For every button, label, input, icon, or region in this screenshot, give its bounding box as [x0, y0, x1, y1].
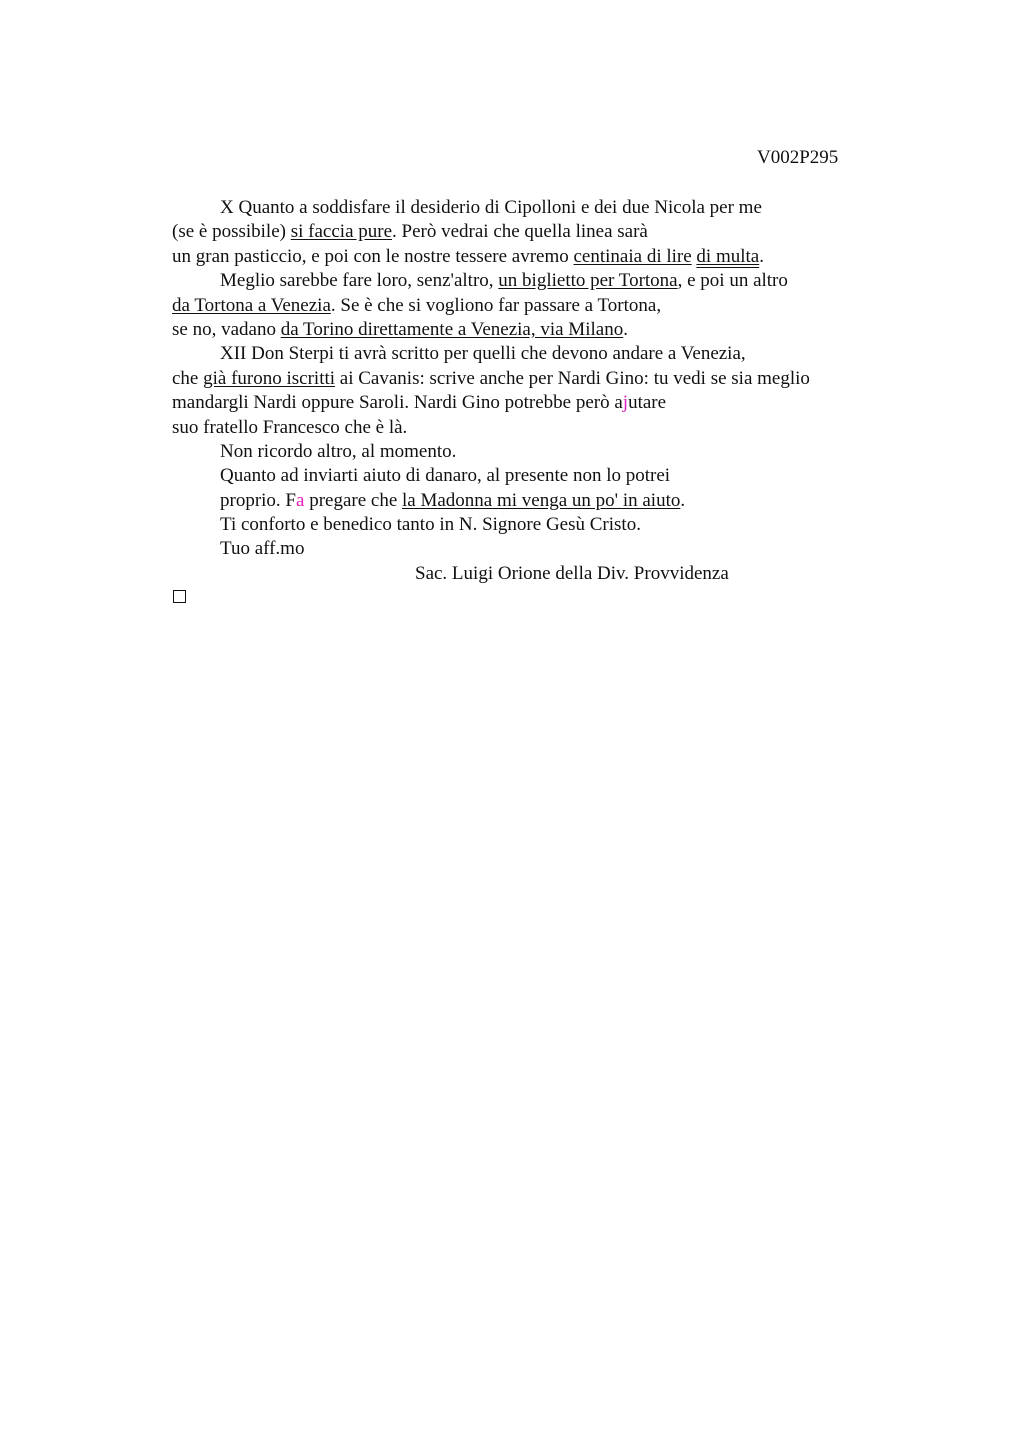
closing-line: [172, 537, 892, 561]
text-run: mandargli Nardi oppure Saroli. Nardi Gino potrebbe però a: [172, 392, 623, 414]
text-run: Meglio sarebbe fare loro, senz'altro,: [220, 270, 499, 292]
paragraph-2-line-2: [172, 294, 892, 318]
paragraph-3-line-1: [172, 342, 892, 366]
text-run: Ti conforto e benedico tanto in N. Signore Gesù Cristo.: [220, 514, 641, 536]
underlined-phrase: si faccia pure: [290, 221, 393, 243]
paragraph-3-line-4: [172, 416, 892, 440]
text-run: pregare che: [304, 489, 403, 511]
text-run: , e poi un altro: [677, 270, 788, 292]
empty-square-icon: [173, 590, 186, 603]
text-run: XII Don Sterpi ti avrà scritto per quelli che devono andare a Venezia,: [220, 343, 746, 365]
paragraph-1-line-1: [172, 196, 892, 220]
signature-text: Sac. Luigi Orione della Div. Provvidenza: [415, 562, 729, 584]
highlighted-correction: a: [296, 489, 305, 511]
underlined-phrase: da Tortona a Venezia: [172, 294, 331, 316]
text-run: .: [759, 245, 764, 267]
text-run: (se è possibile): [172, 221, 291, 243]
paragraph-5-line-1: [172, 464, 892, 488]
underlined-phrase: da Torino direttamente a Venezia, via Milano: [280, 318, 624, 340]
text-run: ai Cavanis: scrive anche per Nardi Gino: tu vedi se sia meglio: [335, 367, 810, 389]
paragraph-3-line-3: [172, 391, 892, 415]
underlined-phrase: un biglietto per Tortona: [498, 270, 678, 292]
paragraph-6-line-1: [172, 513, 892, 537]
underlined-phrase: la Madonna mi venga un po' in aiuto: [402, 489, 681, 511]
paragraph-2-line-3: [172, 318, 892, 342]
text-run: .: [623, 318, 628, 340]
text-run: proprio. F: [220, 489, 296, 511]
paragraph-4-line-1: [172, 440, 892, 464]
text-run: un gran pasticcio, e poi con le nostre tessere avremo: [172, 245, 574, 267]
text-run: se no, vadano: [172, 318, 281, 340]
paragraph-1-line-2: [172, 220, 892, 244]
signature-line: [172, 562, 892, 586]
paragraph-1-line-3: [172, 245, 892, 269]
letter-body: [172, 196, 892, 586]
highlighted-correction: j: [622, 392, 629, 414]
text-run: .: [680, 489, 686, 511]
text-run: che: [172, 367, 204, 389]
text-run: utare: [628, 392, 667, 414]
paragraph-2-line-1: [172, 269, 892, 293]
underlined-phrase: già furono iscritti: [203, 367, 336, 389]
text-run: . Però vedrai che quella linea sarà: [392, 221, 648, 243]
underlined-phrase: centinaia di lire: [573, 245, 692, 267]
paragraph-5-line-2: [172, 489, 892, 513]
text-run: Non ricordo altro, al momento.: [220, 440, 457, 462]
text-run: suo fratello Francesco che è là.: [172, 416, 408, 438]
text-run: . Se è che si vogliono far passare a Tortona,: [330, 294, 662, 316]
page-identifier: V002P295: [757, 147, 839, 168]
text-run: X Quanto a soddisfare il desiderio di Cipolloni e dei due Nicola per me: [220, 197, 762, 218]
text-run: Quanto ad inviarti aiuto di danaro, al presente non lo potrei: [220, 465, 671, 487]
closing-text: Tuo aff.mo: [220, 538, 305, 560]
paragraph-3-line-2: [172, 367, 892, 391]
double-underlined-phrase: di multa: [696, 245, 760, 267]
